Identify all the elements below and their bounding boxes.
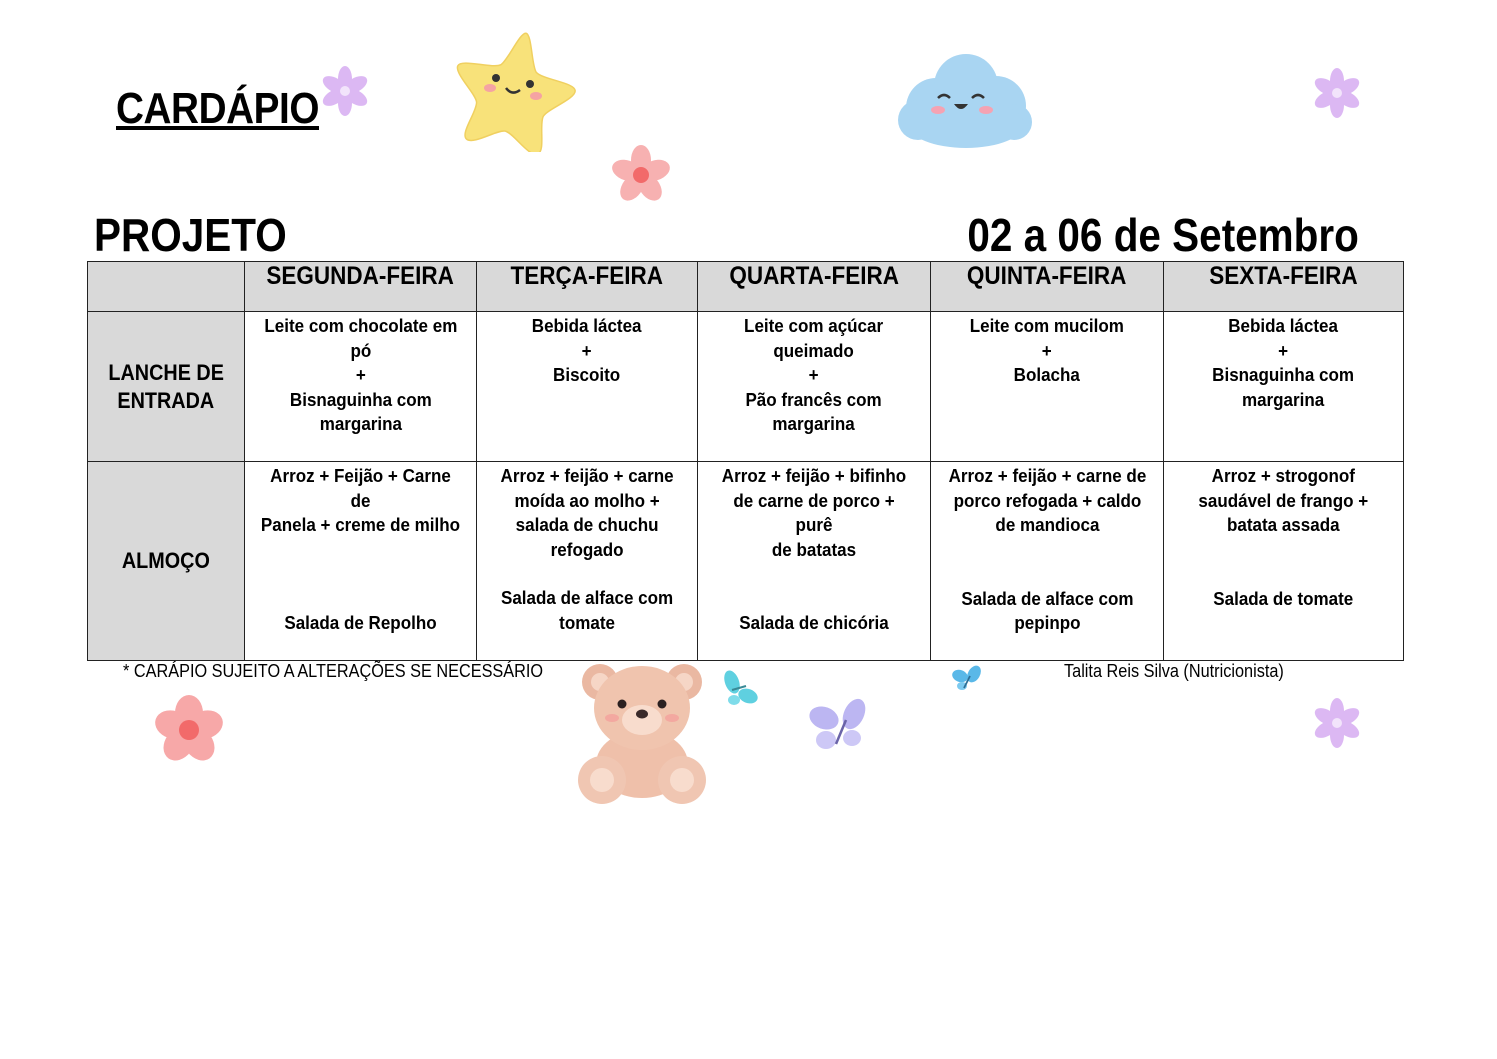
menu-table (87, 261, 1404, 661)
star-face-icon (450, 26, 578, 152)
disclaimer-note: * CARÁPIO SUJEITO A ALTERAÇÕES SE NECESSÁRIO (123, 660, 544, 681)
menu-cell: Leite com açúcar queimado + Pão francês com margarina (698, 312, 931, 462)
nutritionist-signature: Talita Reis Silva (Nutricionista) (1064, 660, 1284, 681)
butterfly-icon (950, 664, 984, 694)
table-row-almoco (88, 462, 1404, 661)
row-label-lanche: LANCHE DE ENTRADA (88, 312, 245, 462)
day-header: TERÇA-FEIRA (477, 262, 698, 312)
day-header: QUARTA-FEIRA (698, 262, 931, 312)
corner-cell (88, 262, 245, 312)
page-title: CARDÁPIO (116, 84, 320, 133)
cloud-face-icon (896, 48, 1034, 152)
menu-cell: Arroz + strogonof saudável de frango + batata assada Salada de tomate (1164, 462, 1404, 661)
day-header: SEGUNDA-FEIRA (245, 262, 477, 312)
teddy-bear-icon (574, 656, 710, 804)
menu-cell: Arroz + feijão + carne de porco refogada + caldo de mandioca Salada de alface com pepinpo (931, 462, 1164, 661)
butterfly-icon (806, 696, 872, 758)
flower-icon (608, 142, 674, 208)
table-header-row (88, 262, 1404, 312)
flower-icon (318, 64, 372, 118)
menu-cell: Bebida láctea + Biscoito (477, 312, 698, 462)
flower-icon (146, 695, 232, 765)
menu-cell: Arroz + Feijão + Carne de Panela + creme de milho Salada de Repolho (245, 462, 477, 661)
flower-icon (1310, 696, 1364, 750)
menu-cell: Leite com mucilom + Bolacha (931, 312, 1164, 462)
menu-cell: Arroz + feijão + bifinho de carne de porco + purê de batatas Salada de chicória (698, 462, 931, 661)
butterfly-icon (720, 668, 760, 710)
project-label: PROJETO (94, 209, 287, 261)
day-header: SEXTA-FEIRA (1164, 262, 1404, 312)
menu-cell: Bebida láctea + Bisnaguinha com margarina (1164, 312, 1404, 462)
day-header: QUINTA-FEIRA (931, 262, 1164, 312)
flower-icon (1310, 66, 1364, 120)
menu-cell: Arroz + feijão + carne moída ao molho + salada de chuchu refogado Salada de alface com tomate (477, 462, 698, 661)
date-range: 02 a 06 de Setembro (967, 209, 1359, 261)
menu-cell: Leite com chocolate em pó + Bisnaguinha com margarina (245, 312, 477, 462)
row-label-almoco: ALMOÇO (88, 462, 245, 661)
table-row-lanche (88, 312, 1404, 462)
